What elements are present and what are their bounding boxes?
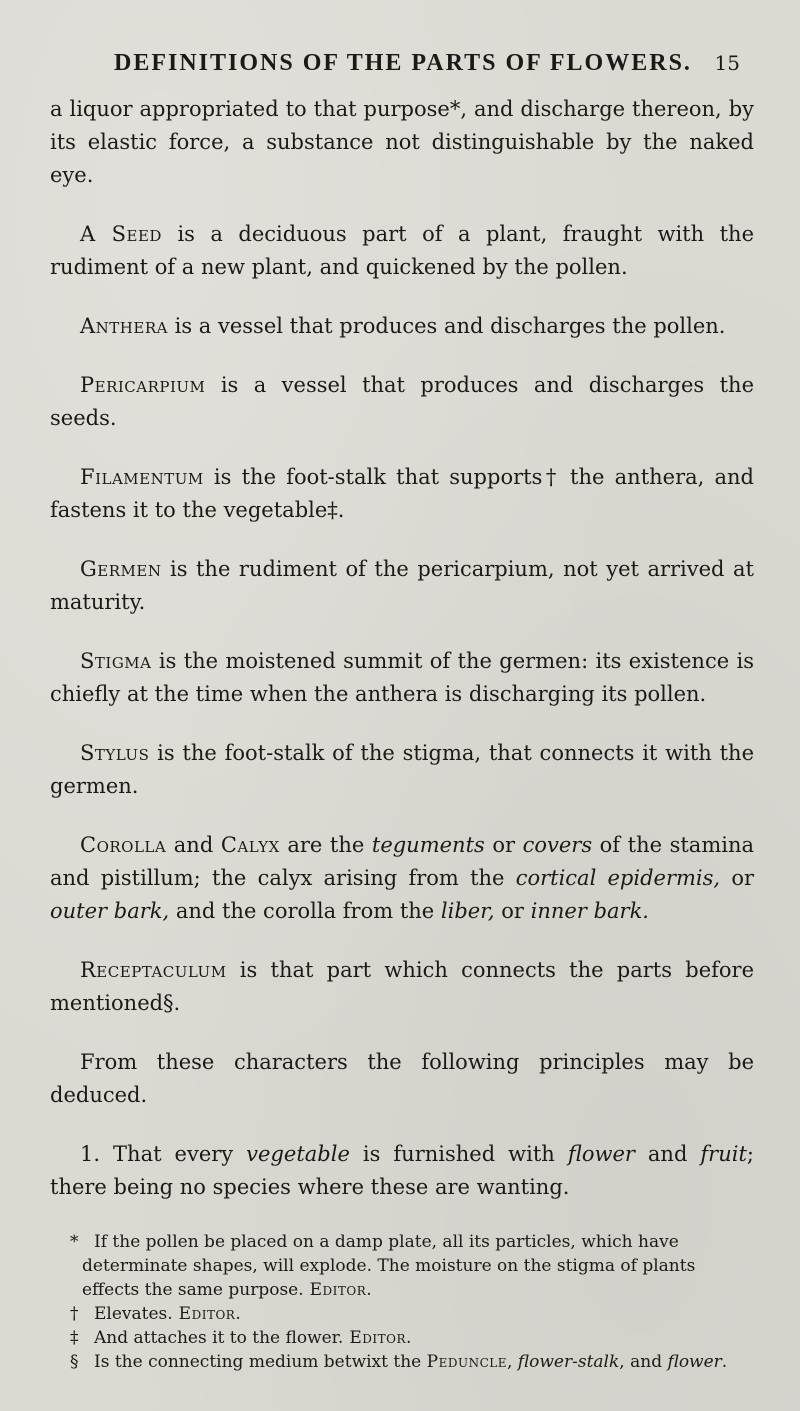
definition-seed bbox=[50, 218, 754, 284]
paragraph-text: and bbox=[634, 1142, 701, 1166]
definition-text: is the rudiment of the pericarpium, not yet arrived at maturity. bbox=[50, 557, 754, 614]
definition-text: is the foot-stalk that supports† the anthera, and fastens it to the vegetable‡. bbox=[50, 465, 754, 522]
definition-text: or bbox=[494, 899, 531, 923]
definition-text: is a deciduous part of a plant, fraught with the rudiment of a new plant, and quickened by the pollen. bbox=[50, 222, 755, 279]
definition-corolla-calyx bbox=[50, 829, 754, 928]
footnote-editor: Editor. bbox=[349, 1328, 412, 1348]
footnote-term: Peduncle bbox=[426, 1352, 507, 1372]
footnote-text: Is the connecting medium betwixt the bbox=[94, 1352, 427, 1372]
paragraph-continuation bbox=[50, 93, 754, 192]
footnote-3 bbox=[70, 1326, 754, 1350]
italic-word: flower-stalk bbox=[517, 1352, 620, 1372]
definition-text: or bbox=[484, 833, 523, 857]
paragraph-text: 1. That every bbox=[80, 1142, 247, 1166]
footnote-editor: Editor. bbox=[178, 1304, 242, 1324]
italic-word: flower bbox=[667, 1352, 722, 1372]
footnotes bbox=[50, 1230, 754, 1374]
definition-term: A Seed bbox=[80, 222, 162, 246]
definition-term: Corolla bbox=[80, 833, 167, 857]
italic-word: cortical epidermis, bbox=[515, 866, 721, 890]
italic-word: teguments bbox=[371, 833, 485, 857]
footnote-mark: § bbox=[70, 1352, 79, 1372]
footnote-1 bbox=[70, 1230, 754, 1302]
definition-anthera bbox=[50, 310, 754, 343]
definition-text: and bbox=[166, 833, 221, 857]
footnote-mark: * bbox=[70, 1232, 79, 1252]
definition-text: is the moistened summit of the germen: its existence is chiefly at the time when the anthera is discharging its pollen. bbox=[50, 649, 754, 706]
running-head bbox=[114, 50, 754, 77]
definition-text: are the bbox=[279, 833, 372, 857]
italic-word: inner bark. bbox=[530, 899, 649, 923]
definition-stigma bbox=[50, 645, 754, 711]
definition-pericarpium bbox=[50, 369, 754, 435]
italic-word: outer bark, bbox=[50, 899, 170, 923]
paragraph-principles-intro bbox=[50, 1046, 754, 1112]
footnote-text: , and bbox=[619, 1352, 668, 1372]
definition-term: Filamentum bbox=[80, 465, 204, 489]
paragraph-text: From these characters the following principles may be deduced. bbox=[50, 1050, 754, 1107]
definition-term: Stigma bbox=[80, 649, 152, 673]
footnote-mark: ‡ bbox=[70, 1328, 79, 1348]
paragraph-text: ; there being no species where these are wanting. bbox=[50, 1142, 754, 1199]
principle-1 bbox=[50, 1138, 754, 1204]
footnote-mark: † bbox=[70, 1304, 79, 1324]
definition-text: or bbox=[720, 866, 754, 890]
paragraph-text: is furnished with bbox=[349, 1142, 568, 1166]
paragraph-text: a liquor appropriated to that purpose*, and discharge thereon, by its elastic force, a substance not distinguishable by the naked eye. bbox=[50, 97, 754, 187]
footnote-2 bbox=[70, 1302, 754, 1326]
definition-text: is the foot-stalk of the stigma, that connects it with the germen. bbox=[50, 741, 754, 798]
definition-term: Receptaculum bbox=[80, 958, 227, 982]
definition-text: is a vessel that produces and discharges the seeds. bbox=[50, 373, 754, 430]
footnote-4 bbox=[70, 1350, 754, 1374]
definition-text: is that part which connects the parts before mentioned§. bbox=[50, 958, 754, 1015]
footnote-text: . bbox=[721, 1352, 728, 1372]
definition-germen bbox=[50, 553, 754, 619]
definition-text: is a vessel that produces and discharges the pollen. bbox=[167, 314, 726, 338]
footnote-text: If the pollen be placed on a damp plate, all its particles, which have determinate shapes, will explode. The moisture on the stigma of plants effects the same purpose. bbox=[82, 1232, 696, 1300]
italic-word: flower bbox=[567, 1142, 635, 1166]
definition-text: and the corolla from the bbox=[169, 899, 441, 923]
footnote-text: , bbox=[506, 1352, 518, 1372]
footnote-text: And attaches it to the flower. bbox=[94, 1328, 344, 1348]
definition-term: Germen bbox=[80, 557, 162, 581]
definition-stylus bbox=[50, 737, 754, 803]
definition-term: Stylus bbox=[80, 741, 150, 765]
definition-term-secondary: Calyx bbox=[220, 833, 280, 857]
italic-word: covers bbox=[522, 833, 593, 857]
page-number: 15 bbox=[714, 51, 740, 75]
definition-text: of the stamina and pistillum; the calyx arising from the bbox=[50, 833, 754, 890]
italic-word: liber, bbox=[440, 899, 495, 923]
page-title: DEFINITIONS OF THE PARTS OF FLOWERS. bbox=[114, 50, 692, 76]
footnote-editor: Editor. bbox=[309, 1280, 373, 1300]
footnote-text: Elevates. bbox=[94, 1304, 173, 1324]
italic-word: fruit bbox=[700, 1142, 747, 1166]
definition-receptaculum bbox=[50, 954, 754, 1020]
definition-filamentum bbox=[50, 461, 754, 527]
definition-term: Anthera bbox=[80, 314, 168, 338]
italic-word: vegetable bbox=[246, 1142, 350, 1166]
definition-term: Pericarpium bbox=[80, 373, 206, 397]
